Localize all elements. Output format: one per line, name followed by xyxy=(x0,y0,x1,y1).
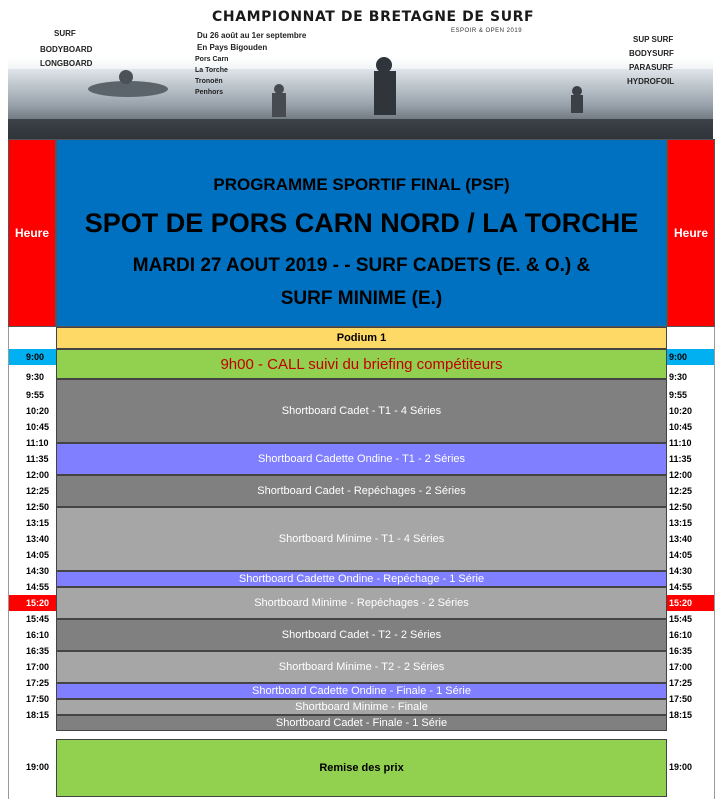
time-right: 10:45 xyxy=(669,422,693,432)
right-border xyxy=(714,327,715,799)
time-right: 12:50 xyxy=(669,502,693,512)
time-left: 11:35 xyxy=(26,454,49,464)
time-left: 17:00 xyxy=(26,662,50,672)
event-call-briefing: 9h00 - CALL suivi du briefing compétiteurs xyxy=(56,349,667,379)
discipline-surf: SURF xyxy=(54,29,76,38)
discipline-bodysurf: BODYSURF xyxy=(629,49,674,58)
event-minime-repechages: Shortboard Minime - Repéchages - 2 Séries xyxy=(56,587,667,619)
time-left: 14:05 xyxy=(26,550,50,560)
discipline-sup-surf: SUP SURF xyxy=(633,35,674,44)
date-categories-line2: SURF MINIME (E.) xyxy=(280,288,443,309)
time-left: 17:50 xyxy=(26,694,50,704)
schedule-gap xyxy=(56,731,667,739)
event-minime-finale: Shortboard Minime - Finale xyxy=(56,699,667,715)
discipline-longboard: LONGBOARD xyxy=(40,59,93,68)
event-prize-ceremony: Remise des prix xyxy=(56,739,667,797)
event-minime-t1: Shortboard Minime - T1 - 4 Séries xyxy=(56,507,667,571)
event-banner xyxy=(8,7,713,139)
time-right: 15:45 xyxy=(669,614,693,624)
schedule-table xyxy=(8,139,716,799)
time-right: 14:30 xyxy=(669,566,693,576)
time-left: 10:45 xyxy=(26,422,50,432)
programme-title: PROGRAMME SPORTIF FINAL (PSF) xyxy=(213,175,510,194)
banner-title: CHAMPIONNAT DE BRETAGNE DE SURF xyxy=(212,9,535,25)
time-right: 12:25 xyxy=(669,486,693,496)
time-left: 9:55 xyxy=(26,390,45,400)
banner-subtitle: ESPOIR & OPEN 2019 xyxy=(451,28,523,34)
time-right: 13:40 xyxy=(669,534,693,544)
time-left: 15:20 xyxy=(8,595,56,611)
event-minime-t2: Shortboard Minime - T2 - 2 Séries xyxy=(56,651,667,683)
event-cadet-repechages: Shortboard Cadet - Repéchages - 2 Séries xyxy=(56,475,667,507)
time-right: 10:20 xyxy=(669,406,693,416)
time-left: 18:15 xyxy=(26,710,50,720)
time-left: 12:00 xyxy=(26,470,50,480)
time-right: 17:50 xyxy=(669,694,693,704)
time-right: 17:25 xyxy=(669,678,693,688)
discipline-bodyboard: BODYBOARD xyxy=(40,45,93,54)
banner-dates: Du 26 août au 1er septembre xyxy=(197,31,307,40)
time-right: 9:00 xyxy=(667,349,715,365)
podium-label: Podium 1 xyxy=(56,327,667,349)
time-left: 14:30 xyxy=(26,566,50,576)
event-cadet-t2: Shortboard Cadet - T2 - 2 Séries xyxy=(56,619,667,651)
spot-la-torche: La Torche xyxy=(195,67,228,74)
spot-pors-carn: Pors Carn xyxy=(195,56,229,63)
time-left: 17:25 xyxy=(26,678,50,688)
hour-header-left: Heure xyxy=(8,139,56,327)
event-cadet-t1: Shortboard Cadet - T1 - 4 Séries xyxy=(56,379,667,443)
discipline-parasurf: PARASURF xyxy=(629,63,673,72)
time-left: 9:30 xyxy=(26,372,45,382)
time-right: 16:35 xyxy=(669,646,693,656)
time-right: 14:05 xyxy=(669,550,693,560)
date-categories-line1: MARDI 27 AOUT 2019 - - SURF CADETS (E. & O.) & xyxy=(132,255,591,276)
time-left: 13:15 xyxy=(26,518,50,528)
event-cadette-ondine-finale: Shortboard Cadette Ondine - Finale - 1 Série xyxy=(56,683,667,699)
time-right: 16:10 xyxy=(669,630,693,640)
time-left: 13:40 xyxy=(26,534,50,544)
schedule-header xyxy=(56,139,667,327)
time-left: 10:20 xyxy=(26,406,50,416)
time-left: 16:10 xyxy=(26,630,50,640)
time-left: 9:00 xyxy=(8,349,56,365)
event-cadet-finale: Shortboard Cadet - Finale - 1 Série xyxy=(56,715,667,731)
spot-penhors: Penhors xyxy=(195,89,224,96)
time-left: 14:55 xyxy=(26,582,50,592)
banner-region: En Pays Bigouden xyxy=(197,43,268,52)
time-left: 12:25 xyxy=(26,486,50,496)
time-right: 9:55 xyxy=(669,390,688,400)
time-right: 11:10 xyxy=(669,438,692,448)
time-left: 16:35 xyxy=(26,646,50,656)
time-right: 14:55 xyxy=(669,582,693,592)
time-left: 15:45 xyxy=(26,614,50,624)
time-right: 12:00 xyxy=(669,470,693,480)
time-right: 13:15 xyxy=(669,518,693,528)
time-right: 9:30 xyxy=(669,372,688,382)
time-right: 19:00 xyxy=(669,762,693,772)
discipline-hydrofoil: HYDROFOIL xyxy=(627,77,675,86)
spot-tronoen: Tronoën xyxy=(195,78,223,85)
time-left: 12:50 xyxy=(26,502,50,512)
event-cadette-ondine-t1: Shortboard Cadette Ondine - T1 - 2 Séries xyxy=(56,443,667,475)
event-cadette-ondine-repechage: Shortboard Cadette Ondine - Repéchage - 1 Série xyxy=(56,571,667,587)
time-right: 18:15 xyxy=(669,710,693,720)
time-right: 17:00 xyxy=(669,662,693,672)
hour-header-right: Heure xyxy=(667,139,715,327)
surfers-photo xyxy=(8,7,713,139)
time-right: 15:20 xyxy=(667,595,715,611)
time-right: 11:35 xyxy=(669,454,692,464)
spot-title: SPOT DE PORS CARN NORD / LA TORCHE xyxy=(84,208,639,238)
left-border xyxy=(8,327,9,799)
time-left: 19:00 xyxy=(26,762,50,772)
time-left: 11:10 xyxy=(26,438,49,448)
